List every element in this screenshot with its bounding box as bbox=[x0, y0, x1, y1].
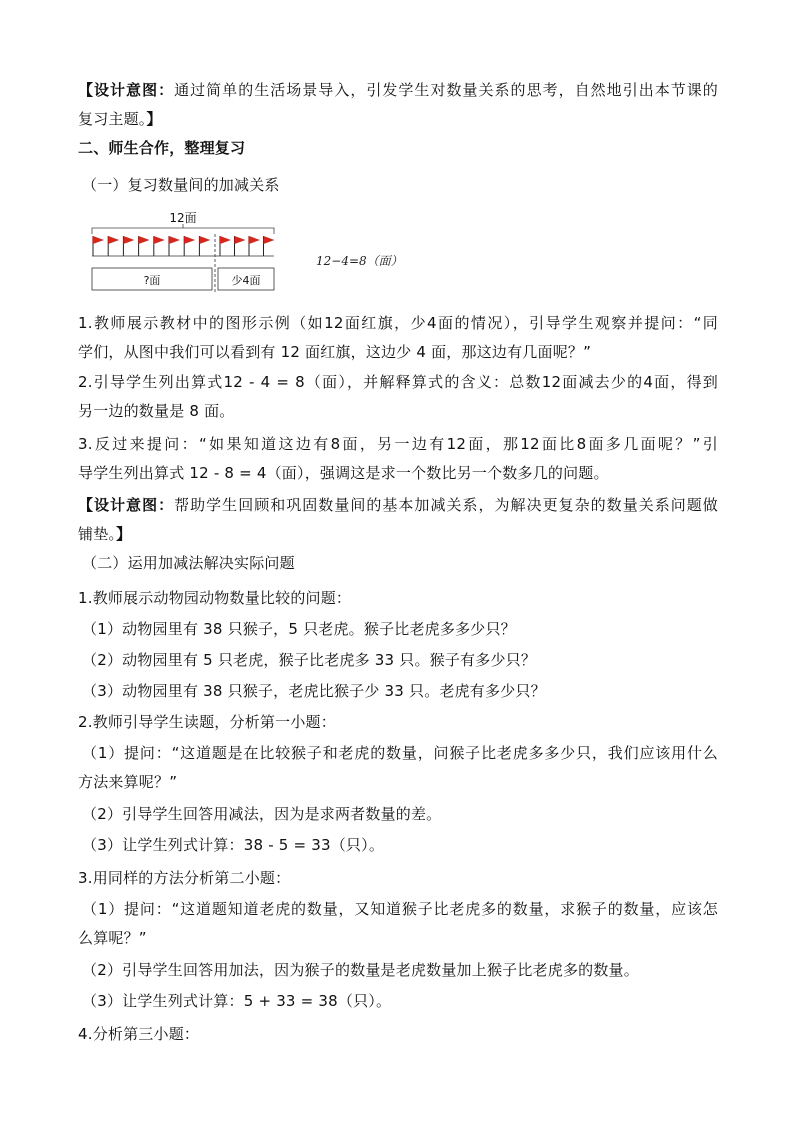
paragraph-2-line1: 2.引导学生列出算式12 - 4 = 8（面），并解释算式的含义：总数12面减去少的4面，得到 bbox=[78, 373, 718, 391]
left-flag-icon bbox=[93, 236, 104, 244]
section-2-title: 二、师生合作，整理复习 bbox=[78, 139, 246, 157]
subsection-1-title: （一）复习数量间的加减关系 bbox=[82, 176, 280, 194]
left-flag-icon bbox=[123, 236, 134, 244]
paragraph-1-line2: 学们，从图中我们可以看到有 12 面红旗，这边少 4 面，那这边有几面呢？” bbox=[78, 343, 592, 361]
paragraph-3-line1: 3.反过来提问：“如果知道这边有8面，另一边有12面，那12面比8面多几面呢？”引 bbox=[78, 435, 718, 453]
right-flag-icon bbox=[249, 236, 260, 244]
design-intent-1-line1: 【设计意图：通过简单的生活场景导入，引发学生对数量关系的思考，自然地引出本节课的 bbox=[78, 81, 718, 99]
total-label: 12面 bbox=[169, 211, 197, 225]
right-flag-icon bbox=[264, 236, 275, 244]
flags-left-group bbox=[93, 236, 210, 256]
design-intent-2-line2: 铺垫。】 bbox=[78, 525, 132, 543]
less-label: 少4面 bbox=[231, 274, 261, 287]
left-flag-icon bbox=[139, 236, 150, 244]
right-flag-icon bbox=[235, 236, 246, 244]
flags-right-group bbox=[220, 236, 275, 256]
question-3: （3）动物园里有 38 只猴子，老虎比猴子少 33 只。老虎有多少只？ bbox=[82, 682, 546, 700]
right-flag-icon bbox=[220, 236, 231, 244]
left-flag-icon bbox=[184, 236, 195, 244]
step-2-1-line1: （1）提问：“这道题是在比较猴子和老虎的数量，问猴子比老虎多多少只，我们应该用什么 bbox=[82, 744, 718, 762]
step-2: 2.教师引导学生读题，分析第一小题： bbox=[78, 713, 336, 731]
step-3: 3.用同样的方法分析第二小题： bbox=[78, 869, 291, 887]
step-3-1-line1: （1）提问：“这道题知道老虎的数量，又知道猴子比老虎多的数量，求猴子的数量，应该怎 bbox=[82, 900, 718, 918]
step-4: 4.分析第三小题： bbox=[78, 1025, 200, 1043]
question-intro: 1.教师展示动物园动物数量比较的问题： bbox=[78, 589, 352, 607]
figure-equation: 12−4=8（面） bbox=[316, 254, 403, 268]
paragraph-2-line2: 另一边的数量是 8 面。 bbox=[78, 402, 235, 420]
total-bracket bbox=[92, 228, 274, 234]
paragraph-1-line1: 1.教师展示教材中的图形示例（如12面红旗，少4面的情况），引导学生观察并提问：“同 bbox=[78, 314, 718, 332]
question-1: （1）动物园里有 38 只猴子，5 只老虎。猴子比老虎多多少只？ bbox=[82, 620, 516, 638]
question-2: （2）动物园里有 5 只老虎，猴子比老虎多 33 只。猴子有多少只？ bbox=[82, 651, 537, 669]
step-2-2: （2）引导学生回答用减法，因为是求两者数量的差。 bbox=[82, 805, 442, 823]
step-3-2: （2）引导学生回答用加法，因为猴子的数量是老虎数量加上猴子比老虎多的数量。 bbox=[82, 961, 639, 979]
step-3-3: （3）让学生列式计算：5 + 33 = 38（只）。 bbox=[82, 992, 392, 1010]
flags-diagram-svg bbox=[90, 206, 400, 296]
left-flag-icon bbox=[169, 236, 180, 244]
subsection-2-title: （二）运用加减法解决实际问题 bbox=[82, 554, 295, 572]
design-intent-2-line1: 【设计意图：帮助学生回顾和巩固数量间的基本加减关系，为解决更复杂的数量关系问题做 bbox=[78, 496, 718, 514]
left-flag-icon bbox=[108, 236, 119, 244]
step-3-1-line2: 么算呢？” bbox=[78, 929, 147, 947]
paragraph-3-line2: 导学生列出算式 12 - 8 = 4（面），强调这是求一个数比另一个数多几的问题。 bbox=[78, 464, 609, 482]
left-flag-icon bbox=[154, 236, 165, 244]
flags-diagram bbox=[90, 206, 400, 296]
step-2-1-line2: 方法来算呢？” bbox=[78, 773, 178, 791]
step-2-3: （3）让学生列式计算：38 - 5 = 33（只）。 bbox=[82, 836, 385, 854]
unknown-label: ?面 bbox=[143, 274, 161, 287]
design-intent-1-line2: 复习主题。】 bbox=[78, 110, 162, 128]
left-flag-icon bbox=[199, 236, 210, 244]
